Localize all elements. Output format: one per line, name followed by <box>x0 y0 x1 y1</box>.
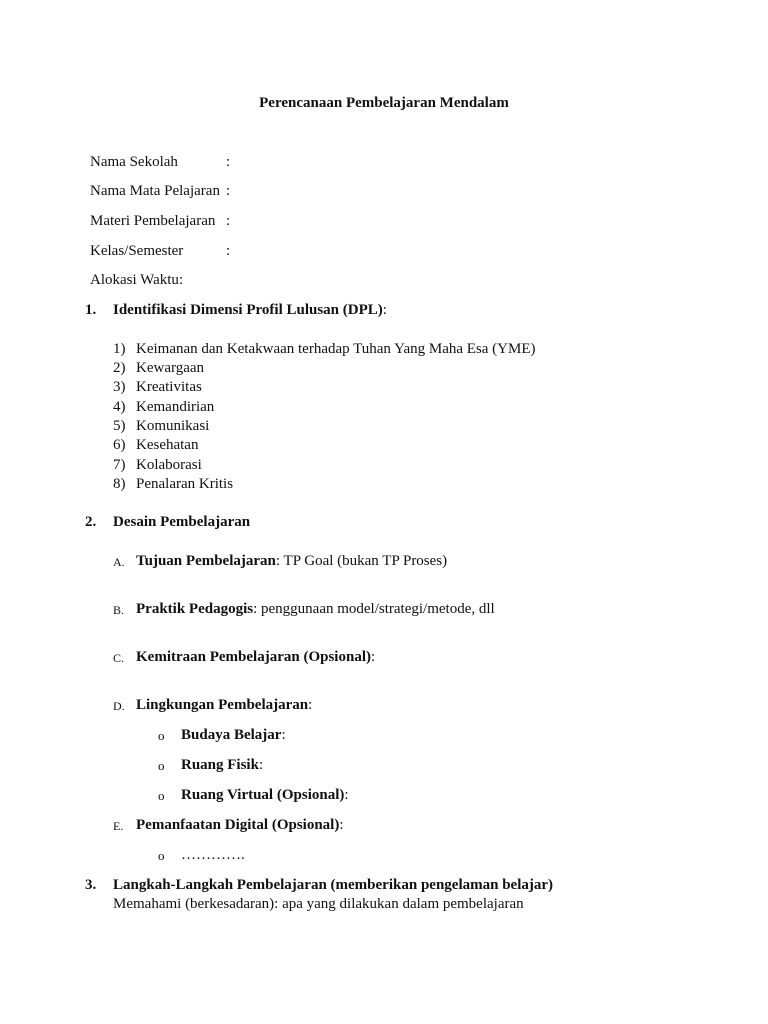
bullet-icon: o <box>158 728 165 743</box>
subsection-b-text: : penggunaan model/strategi/metode, dll <box>253 601 495 617</box>
section-3-description: Memahami (berkesadaran): apa yang dilakukan dalam pembelajaran <box>113 896 524 912</box>
sub-item-title: Budaya Belajar <box>181 727 282 743</box>
subsection-c <box>136 648 375 666</box>
info-colon: : <box>226 154 231 170</box>
dpl-item: Kemandirian <box>136 399 215 415</box>
subsection-a-text: : TP Goal (bukan TP Proses) <box>275 553 448 569</box>
dpl-item-number: 8) <box>113 476 126 492</box>
subsection-letter-c: C. <box>113 651 125 665</box>
dpl-item: Kreativitas <box>136 379 202 395</box>
dpl-item-number: 2) <box>113 360 126 376</box>
info-field-alokasi-waktu <box>90 271 183 289</box>
subsection-b <box>136 600 495 618</box>
dpl-item-number: 4) <box>113 399 126 415</box>
section-1-heading <box>113 301 387 319</box>
bullet-icon: o <box>158 758 165 773</box>
dpl-item: Keimanan dan Ketakwaan terhadap Tuhan Yang Maha Esa (YME) <box>136 341 536 357</box>
info-label-materi: Materi Pembelajaran <box>90 213 216 229</box>
section-1-title: Identifikasi Dimensi Profil Lulusan (DPL) <box>113 302 383 318</box>
sub-item-colon: : <box>344 787 349 803</box>
sub-item-placeholder-dots: …………. <box>181 847 245 863</box>
info-colon: : <box>226 243 231 259</box>
sub-item-ruang-fisik <box>181 756 263 774</box>
section-3-title: Langkah-Langkah Pembelajaran (memberikan pengelaman belajar) <box>113 877 554 893</box>
bullet-icon: o <box>158 788 165 803</box>
info-colon: : <box>226 213 231 229</box>
info-colon: : <box>178 272 184 288</box>
dpl-item-number: 1) <box>113 341 126 357</box>
dpl-item: Kesehatan <box>136 437 199 453</box>
subsection-a-title: Tujuan Pembelajaran <box>136 553 276 569</box>
dpl-item-number: 5) <box>113 418 126 434</box>
dpl-item: Kewargaan <box>136 360 205 376</box>
section-1-number: 1. <box>85 302 97 318</box>
info-label-alokasi-waktu: Alokasi Waktu <box>90 272 179 288</box>
subsection-d-title: Lingkungan Pembelajaran <box>136 697 309 713</box>
subsection-c-text: : <box>370 649 376 665</box>
dpl-item-number: 6) <box>113 437 126 453</box>
info-colon: : <box>226 183 231 199</box>
info-label-mata-pelajaran: Nama Mata Pelajaran <box>90 183 220 199</box>
sub-item-title: Ruang Fisik <box>181 757 259 773</box>
dpl-item: Komunikasi <box>136 418 210 434</box>
section-2-number: 2. <box>85 514 97 530</box>
subsection-e-text: : <box>339 817 344 833</box>
section-3-number: 3. <box>85 877 97 893</box>
subsection-c-title: Kemitraan Pembelajaran (Opsional) <box>136 649 371 665</box>
subsection-letter-d: D. <box>113 699 125 713</box>
subsection-d-text: : <box>308 697 313 713</box>
sub-item-ruang-virtual <box>181 786 349 804</box>
sub-item-colon: : <box>258 757 264 773</box>
sub-item-budaya-belajar <box>181 726 286 744</box>
subsection-e-title: Pemanfaatan Digital (Opsional) <box>136 817 340 833</box>
subsection-letter-b: B. <box>113 603 125 617</box>
sub-item-title: Ruang Virtual (Opsional) <box>181 787 345 803</box>
dpl-item: Kolaborasi <box>136 457 202 473</box>
bullet-icon: o <box>158 848 165 863</box>
document-title: Perencanaan Pembelajaran Mendalam <box>259 95 509 111</box>
subsection-d <box>136 696 312 714</box>
dpl-item: Penalaran Kritis <box>136 476 234 492</box>
info-label-nama-sekolah: Nama Sekolah <box>90 154 178 170</box>
sub-item-colon: : <box>281 727 286 743</box>
dpl-item-number: 7) <box>113 457 126 473</box>
subsection-letter-a: A. <box>113 555 125 569</box>
subsection-e <box>136 816 344 834</box>
section-2-title: Desain Pembelajaran <box>113 514 251 530</box>
info-label-kelas-semester: Kelas/Semester <box>90 243 184 259</box>
section-1-colon: : <box>382 302 387 318</box>
subsection-a <box>136 552 447 570</box>
subsection-b-title: Praktik Pedagogis <box>136 601 254 617</box>
subsection-letter-e: E. <box>113 819 124 833</box>
dpl-item-number: 3) <box>113 379 126 395</box>
